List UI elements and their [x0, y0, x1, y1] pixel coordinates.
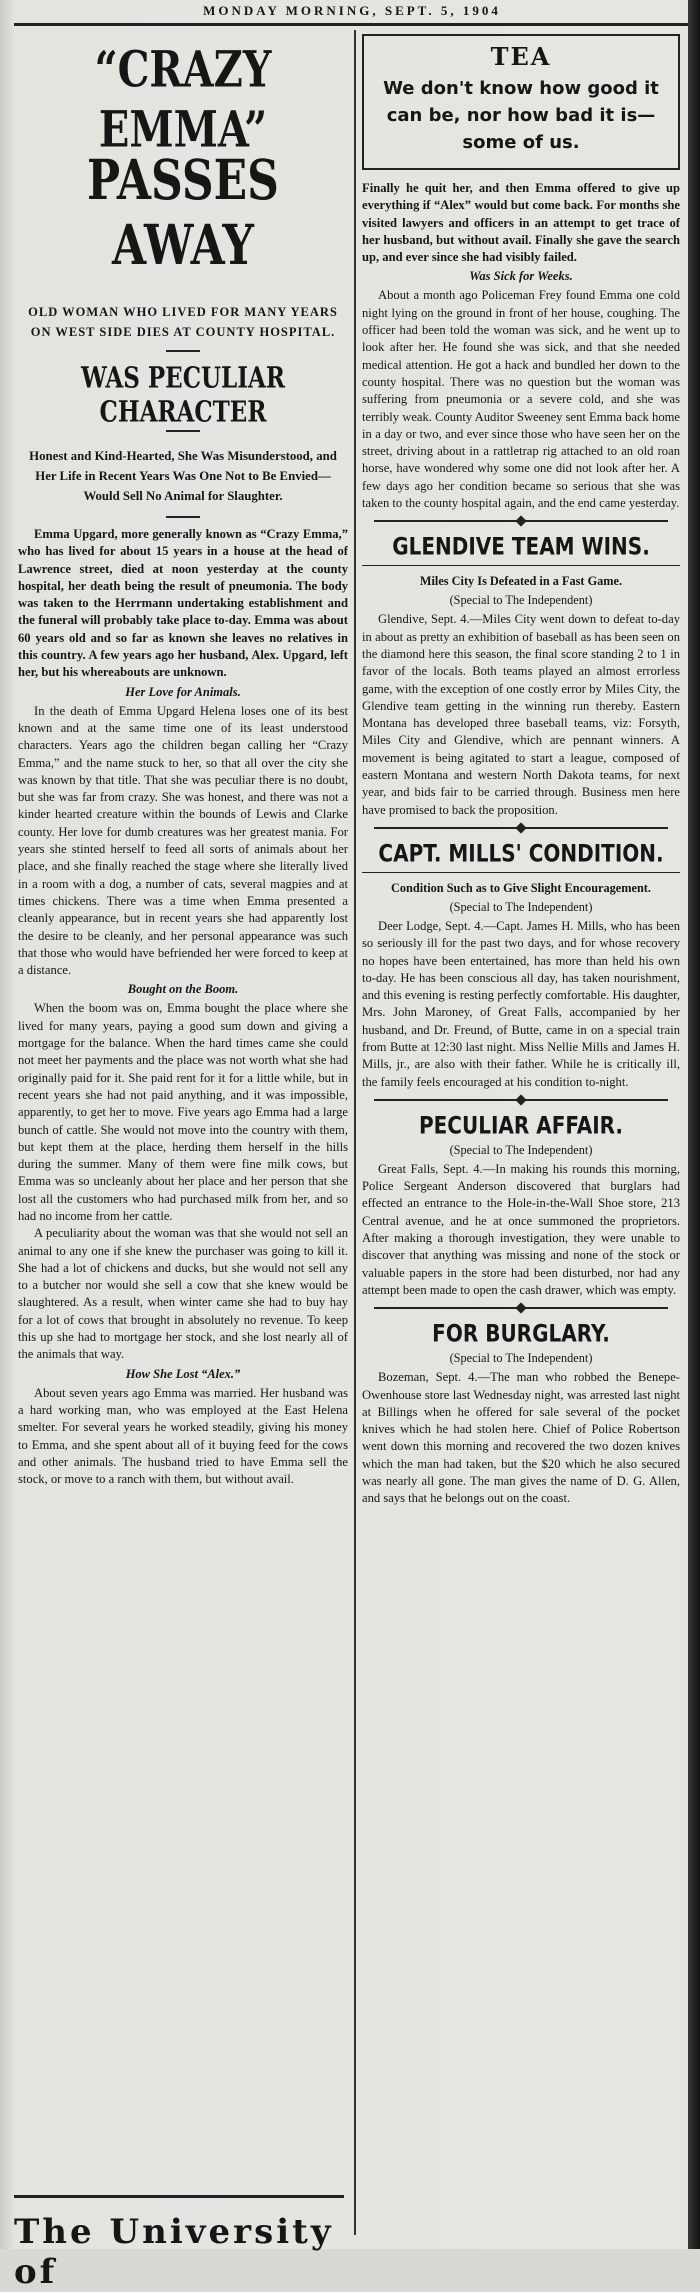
dateline: MONDAY MORNING, SEPT. 5, 1904 [203, 3, 501, 18]
paragraph-1: In the death of Emma Upgard Helena loses one of its best known and at the same time one of its least understood characters. Years ago the children began calling her “Crazy Emma,” and the name stuck to her, so that all over the city she was known by that title. That she was peculiar there is no doubt, but she was far from crazy. She was honest, and there was not a kinder hearted creature within the bounds of Lewis and Clarke county. Her love for dumb creatures was her greatest mania. For years she stinted herself to feed all sorts of animals about her place, and she finally reached the stage where she literally lived in a room with a dog, a number of cats, several magpies and at times chickens. There was a time when Emma presented a cleanly appearance, but in recent years she had apparently lost the desire to be cleanly, and her personal appearance was such that those who would have befriended her were forced to keep at a distance. [18, 703, 348, 978]
headline-mills: CAPT. MILLS' CONDITION. [378, 838, 664, 868]
headline-peculiar-affair: PECULIAR AFFAIR. [418, 1110, 624, 1140]
divider [374, 827, 668, 829]
banner-passes-away: PASSES AWAY [87, 149, 279, 278]
column-rule [354, 30, 356, 2235]
deck-summary: Honest and Kind-Hearted, She Was Misunderstood, and Her Life in Recent Years Was One Not to Be Envied—Would Sell No Animal for Slaughter. [29, 449, 337, 503]
glendive-body: Glendive, Sept. 4.—Miles City went down to defeat to-day in about as pretty an exhibition of baseball as has been seen on the diamond here this season, the final score standing 2 to 1 in favor of the locals. Both teams played an almost errorless game, with the exception of one costly error by Miles City, the Glendive team getting in the winning run thereby. Eastern Montana has developed three baseball teams, viz: Forsyth, Miles City and Glendive, which are pennant winners. A movement is being agitated to start a league, composed of eastern Montana and western North Dakota teams, for next year, and bids fair to be carried through. Business men here have promised to back the proposition. [362, 612, 680, 817]
divider [374, 520, 668, 522]
divider [166, 430, 200, 432]
paragraph-2: When the boom was on, Emma bought the place where she lived for many years, paying a good sum down and giving a mortgage for the balance. When the hard times came she could not meet her payments and the place was not worth what she had originally paid for it. She paid rent for it for a little while, but in recent years she had not paid anything, and it was impossible, apparently, to get her to move. Five years ago Emma had a large bunch of cattle. She would not move into the country with them, but kept them at the place, herding them herself in the hills during the summer. Many of them were fine milk cows, but Emma was so uncleanly about her place and her person that she lost all the customers who had purchased milk from her, and so had no income from her cattle. [18, 1001, 348, 1223]
footer-band [14, 2195, 344, 2292]
special-credit: (Special to The Independent) [449, 1142, 593, 1157]
banner-crazy-emma: “CRAZY EMMA” [94, 40, 272, 159]
mills-body: Deer Lodge, Sept. 4.—Capt. James H. Mills, who has been so seriously ill for the past two days, and for whose recovery no hopes have been entertained, has more than held his own to-day. He has been conscious all day, has taken nourishment, and this evening is resting perfectly comfortable. His daughter, Mrs. John Maroney, of Great Falls, accompanied by her husband, and Dr. Freund, of Butte, came in on a special train from Butte at 12:30 last night. Miss Nellie Mills and James H. Mills, jr., are also with their father. While he is critically ill, the family feels encouraged at his condition to-night. [362, 918, 680, 1089]
burglary-body: Bozeman, Sept. 4.—The man who robbed the Benepe-Owenhouse store last Wednesday night, was arrested last night at Billings when he offered for sale several of the pocket knives which he had stolen here. Chief of Police Robertson went down this morning and recovered the two dozen knives which the man had taken, but the $20 which he also secured was nearly all gone. The man gives the name of D. G. Allen, and says that he belongs out on the coast. [362, 1370, 680, 1506]
subhead-love-for-animals: Her Love for Animals. [125, 684, 241, 699]
divider [166, 516, 200, 518]
paragraph-hospital: About a month ago Policeman Frey found Emma one cold night lying on the ground in front of her house, coughing. The officer had been told the woman was sick, and he went up to look after her. He found she was sick, and that she needed medical attention. He got a hack and bundled her down to the county hospital. There was no question but the woman was suffering from pneumonia or a severe cold, and she was terribly weak. County Auditor Sweeney sent Emma back home in a day or two, and ever since those who have seen her on the street, driving about in a rattletrap rig attached to an old roan horse, have wondered why some one did not look after her. A few days ago her condition became so serious that she was taken to the county hospital again, and the end came yesterday. [362, 288, 680, 511]
divider [362, 872, 680, 873]
peculiar-body: Great Falls, Sept. 4.—In making his rounds this morning, Police Sergeant Anderson discovered that burglars had effected an entrance to the Hole-in-the-Wall Shoe store, 213 Central avenue, and he at once summoned the proprietors. After making a thorough investigation, they were unable to discover that anything was missing and none of the stock or valuable papers in the store had been disturbed, nor had any attempt been made to open the cash drawer, which was empty. [362, 1161, 680, 1297]
subhead-sick-for-weeks: Was Sick for Weeks. [469, 269, 573, 284]
headline-glendive: GLENDIVE TEAM WINS. [392, 531, 650, 561]
tea-title: TEA [490, 42, 552, 71]
headline-for-burglary: FOR BURGLARY. [432, 1318, 610, 1348]
right-column [362, 30, 680, 2235]
divider [374, 1307, 668, 1309]
tea-advertisement [362, 34, 680, 170]
subhead-bought-on-boom: Bought on the Boom. [127, 982, 239, 997]
divider [166, 350, 200, 352]
deck-old-woman: OLD WOMAN WHO LIVED FOR MANY YEARS ON WEST SIDE DIES AT COUNTY HOSPITAL. [28, 305, 338, 339]
divider [374, 1099, 668, 1101]
subhead-mills: Condition Such as to Give Slight Encouragement. [391, 880, 651, 895]
tea-body: We don't know how good it can be, nor how bad it is—some of us. [383, 78, 659, 153]
left-column [18, 30, 348, 2235]
paragraph-3: A peculiarity about the woman was that she would not sell an animal to any one if she knew the purchaser was going to kill it. She had a lot of chickens and ducks, but she would not sell any to a butcher nor would she sell a cow that she knew would be slaughtered. As a result, when winter came she had to buy hay for a lot of cows that brought in absolutely no revenue. To keep this up she had to mortgage her stock, and she lost nearly all of the animals that way. [18, 1226, 348, 1362]
special-credit: (Special to The Independent) [449, 593, 593, 608]
paragraph-4: About seven years ago Emma was married. Her husband was a hard working man, who was employed at the East Helena smelter. For several years he worked steadily, giving his money to Emma, and she spent about all of it buying feed for the cows and other animals. The husband tried to have Emma sell the stock, or move to a ranch with them, but without avail. [18, 1385, 348, 1487]
continued-paragraph: Finally he quit her, and then Emma offered to give up everything if “Alex” would but come back. For months she visited lawyers and officers in an attempt to get trace of her husband, but without avail. Finally she gave the search up, and ever since she had visibly failed. [362, 181, 680, 265]
page-edge [688, 0, 700, 2249]
special-credit: (Special to The Independent) [449, 899, 593, 914]
deck-peculiar-character: WAS PECULIAR CHARACTER [81, 361, 285, 429]
footer-rule [14, 2195, 344, 2198]
subhead-lost-alex: How She Lost “Alex.” [125, 1366, 241, 1381]
top-rule [14, 23, 690, 26]
subhead-glendive: Miles City Is Defeated in a Fast Game. [419, 574, 623, 589]
lead-paragraph: Emma Upgard, more generally known as “Crazy Emma,” who has lived for about 15 years in a house at the head of Lawrence street, died at noon yesterday at the county hospital, her death being the result of pneumonia. The body was taken to the Herrmann undertaking establishment and the funeral will probably take place to-day. Emma was about 60 years old and so far as known she leaves no relatives in this country. A few years ago her husband, Alex. Upgard, left her, but his whereabouts are unknown. [18, 527, 348, 680]
divider [362, 565, 680, 566]
special-credit: (Special to The Independent) [449, 1351, 593, 1366]
footer-headline: The University of [14, 2212, 334, 2292]
